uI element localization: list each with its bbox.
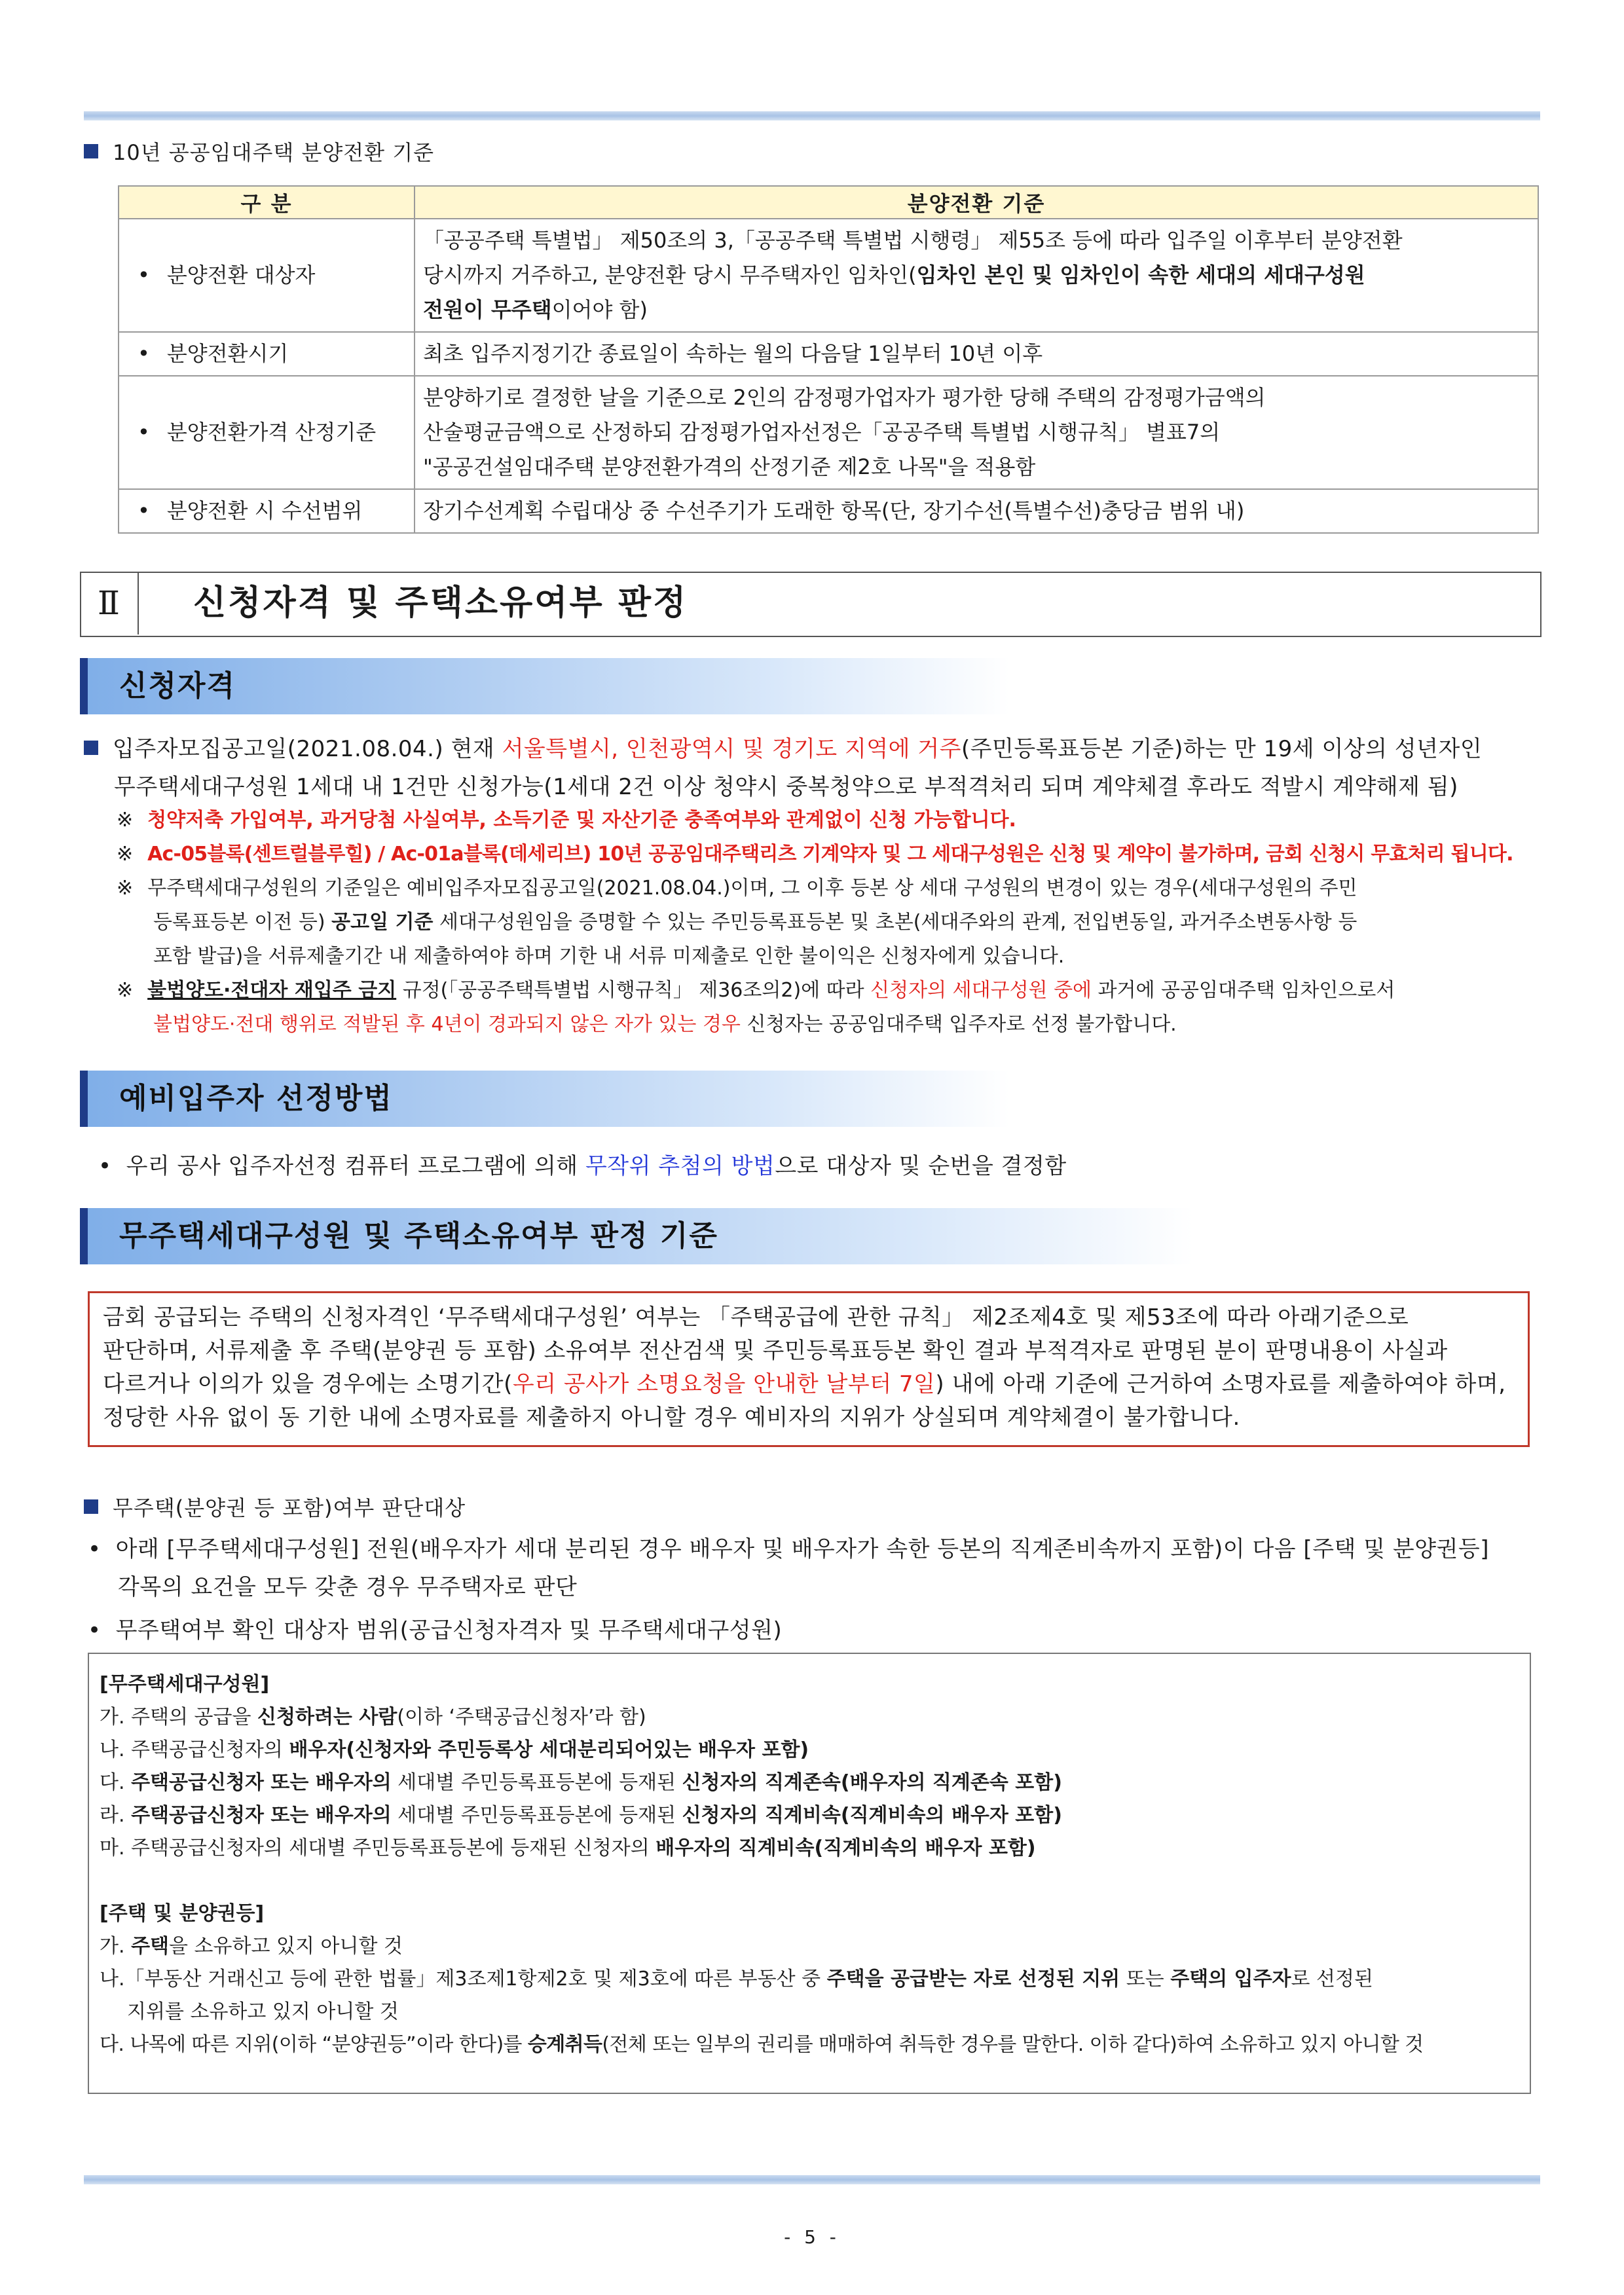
row-value: 최초 입주지정기간 종료일이 속하는 월의 다음달 1일부터 10년 이후 — [415, 332, 1538, 376]
eligibility-band — [80, 658, 1010, 714]
scope-list-box — [88, 1653, 1531, 2094]
criteria-band — [80, 1208, 1193, 1264]
list-heading: [주택 및 분양권등] — [100, 1902, 265, 1925]
eligibility-paragraph: 입주자모집공고일(2021.08.04.) 현재 서울특별시, 인천광역시 및 경기도 지역에 거주(주민등록표등본 기준)하는 만 19세 이상의 성년자인 무주택세대구성원 1세대 내 1건만 신청가능(1세대 2건 이상 청약시 중복청약으로 부적격처리 되며 계약체결 후라도 적발시 계약해제 됨) — [84, 730, 1551, 806]
criteria-notice-box: 금회 공급되는 주택의 신청자격인 ‘무주택세대구성원’ 여부는 「주택공급에 관한 규칙」 제2조제4호 및 제53조에 따라 아래기준으로 판단하며, 서류제출 후 주택(분양권 등 포함) 소유여부 전산검색 및 주민등록표등본 확인 결과 부적격자로 판명된 분이 판명내용이 사실과 다르거나 이의가 있을 경우에는 소명기간(우리 공사가 소명요청을 안내한 날부터 7일) 내에 아래 기준에 근거하여 소명자료를 제출하여야 하며, 정당한 사유 없이 동 기한 내에 소명자료를 제출하지 아니할 경우 예비자의 지위가 상실되며 계약체결이 불가합니다. — [88, 1291, 1530, 1447]
row-value: 장기수선계획 수립대상 중 수선주기가 도래한 항목(단, 장기수선(특별수선)충당금 범위 내) — [415, 489, 1538, 533]
square-bullet-icon — [84, 741, 98, 755]
column-header-criteria: 분양전환 기준 — [415, 186, 1538, 219]
table-row — [119, 376, 1538, 489]
footer-rule — [84, 2175, 1540, 2184]
list-item: 다. 나목에 따른 지위(이하 “분양권등”이라 한다)를 승계취득(전체 또는 일부의 권리를 매매하여 취득한 경우를 말한다. 이하 같다)하여 소유하고 있지 아니할 것 — [100, 2033, 1424, 2056]
list-item: 나. 주택공급신청자의 배우자(신청자와 주민등록상 세대분리되어있는 배우자 포함) — [100, 1738, 809, 1761]
list-item: 다. 주택공급신청자 또는 배우자의 세대별 주민등록표등본에 등재된 신청자의 직계존속(배우자의 직계존속 포함) — [100, 1771, 1062, 1794]
list-item: 나.「부동산 거래신고 등에 관한 법률」제3조제1항제2호 및 제3호에 따른 부동산 중 주택을 공급받는 자로 선정된 지위 또는 주택의 입주자로 선정된 — [100, 1968, 1373, 1991]
waitlist-text: • 우리 공사 입주자선정 컴퓨터 프로그램에 의해 무작위 추첨의 방법으로 대상자 및 순번을 결정함 — [98, 1153, 1067, 1179]
table-row — [119, 332, 1538, 376]
criteria-bullets: • 아래 [무주택세대구성원] 전원(배우자가 세대 분리된 경우 배우자 및 배우자가 속한 등본의 직계존비속까지 포함)이 다음 [주택 및 분양권등] 각목의 요건을 모두 갖춘 경우 무주택자로 판단 • 무주택여부 확인 대상자 범위(공급신청자격자 및 무주택세대구성원) — [88, 1536, 1489, 1643]
note-item: ※ 청약저축 가입여부, 과거당첨 사실여부, 소득기준 및 자산기준 충족여부와 관계없이 신청 가능합니다. — [117, 809, 1016, 832]
list-item: 지위를 소유하고 있지 아니할 것 — [127, 2000, 399, 2023]
note-item: ※ Ac-05블록(센트럴블루힐) / Ac-01a블록(데세리브) 10년 공공임대주택리츠 기계약자 및 그 세대구성원은 신청 및 계약이 불가하며, 금회 신청시 무효처리 됩니다. — [117, 843, 1513, 866]
eligibility-title: 신청자격 — [119, 669, 236, 703]
header-rule — [84, 111, 1540, 120]
conversion-table — [118, 185, 1539, 534]
section-number: Ⅱ — [80, 572, 139, 634]
row-value: 분양하기로 결정한 날을 기준으로 2인의 감정평가업자가 평가한 당해 주택의 감정평가금액의 산술평균금액으로 산정하되 감정평가업자선정은「공공주택 특별법 시행규칙」 별표7의 "공공건설임대주택 분양전환가격의 산정기준 제2호 나목"을 적용함 — [415, 376, 1538, 489]
table-row — [119, 219, 1538, 332]
row-label: • 분양전환시기 — [119, 332, 415, 376]
square-bullet-icon — [84, 1499, 98, 1514]
note-item: ※ 무주택세대구성원의 기준일은 예비입주자모집공고일(2021.08.04.)이며, 그 이후 등본 상 세대 구성원의 변경이 있는 경우(세대구성원의 주민 등록표등본 이전 등) 공고일 기준 세대구성원임을 증명할 수 있는 주민등록표등본 및 초본(세대주와의 관계, 전입변동일, 과거주소변동사항 등 포함 발급)을 서류제출기간 내 제출하여야 하며 기한 내 서류 미제출로 인한 불이익은 신청자에게 있습니다. — [117, 877, 1357, 968]
row-label: • 분양전환 시 수선범위 — [119, 489, 415, 533]
row-label: • 분양전환가격 산정기준 — [119, 376, 415, 489]
list-item: 가. 주택의 공급을 신청하려는 사람(이하 ‘주택공급신청자’라 함) — [100, 1706, 646, 1729]
page-number: - 5 - — [784, 2226, 840, 2248]
criteria-title: 무주택세대구성원 및 주택소유여부 판정 기준 — [119, 1219, 718, 1253]
section-title: 신청자격 및 주택소유여부 판정 — [193, 583, 688, 623]
table-row — [119, 489, 1538, 533]
list-item: 가. 주택을 소유하고 있지 아니할 것 — [100, 1935, 403, 1958]
eligibility-notes — [117, 803, 1544, 1042]
criteria-subhead: 무주택(분양권 등 포함)여부 판단대상 — [84, 1492, 466, 1522]
square-bullet-icon — [84, 144, 98, 158]
note-item: ※ 불법양도·전대자 재입주 금지 규정(「공공주택특별법 시행규칙」 제36조의2)에 따라 신청자의 세대구성원 중에 과거에 공공임대주택 임차인으로서 불법양도·전대 행위로 적발된 후 4년이 경과되지 않은 자가 있는 경우 신청자는 공공임대주택 입주자로 선정 불가합니다. — [117, 979, 1395, 1036]
conversion-heading: 10년 공공임대주택 분양전환 기준 — [84, 136, 434, 166]
column-header-category: 구 분 — [119, 186, 415, 219]
waitlist-band — [80, 1071, 1010, 1127]
waitlist-title: 예비입주자 선정방법 — [119, 1082, 393, 1115]
list-item: 라. 주택공급신청자 또는 배우자의 세대별 주민등록표등본에 등재된 신청자의 직계비속(직계비속의 배우자 포함) — [100, 1804, 1062, 1827]
row-label: • 분양전환 대상자 — [119, 219, 415, 332]
row-value: 「공공주택 특별법」 제50조의 3,「공공주택 특별법 시행령」 제55조 등에 따라 입주일 이후부터 분양전환 당시까지 거주하고, 분양전환 당시 무주택자인 임차인(임차인 본인 및 임차인이 속한 세대의 세대구성원 전원이 무주택이어야 함) — [415, 219, 1538, 332]
list-item: 마. 주택공급신청자의 세대별 주민등록표등본에 등재된 신청자의 배우자의 직계비속(직계비속의 배우자 포함) — [100, 1837, 1036, 1860]
list-heading: [무주택세대구성원] — [100, 1673, 270, 1696]
table-header-row — [119, 186, 1538, 219]
